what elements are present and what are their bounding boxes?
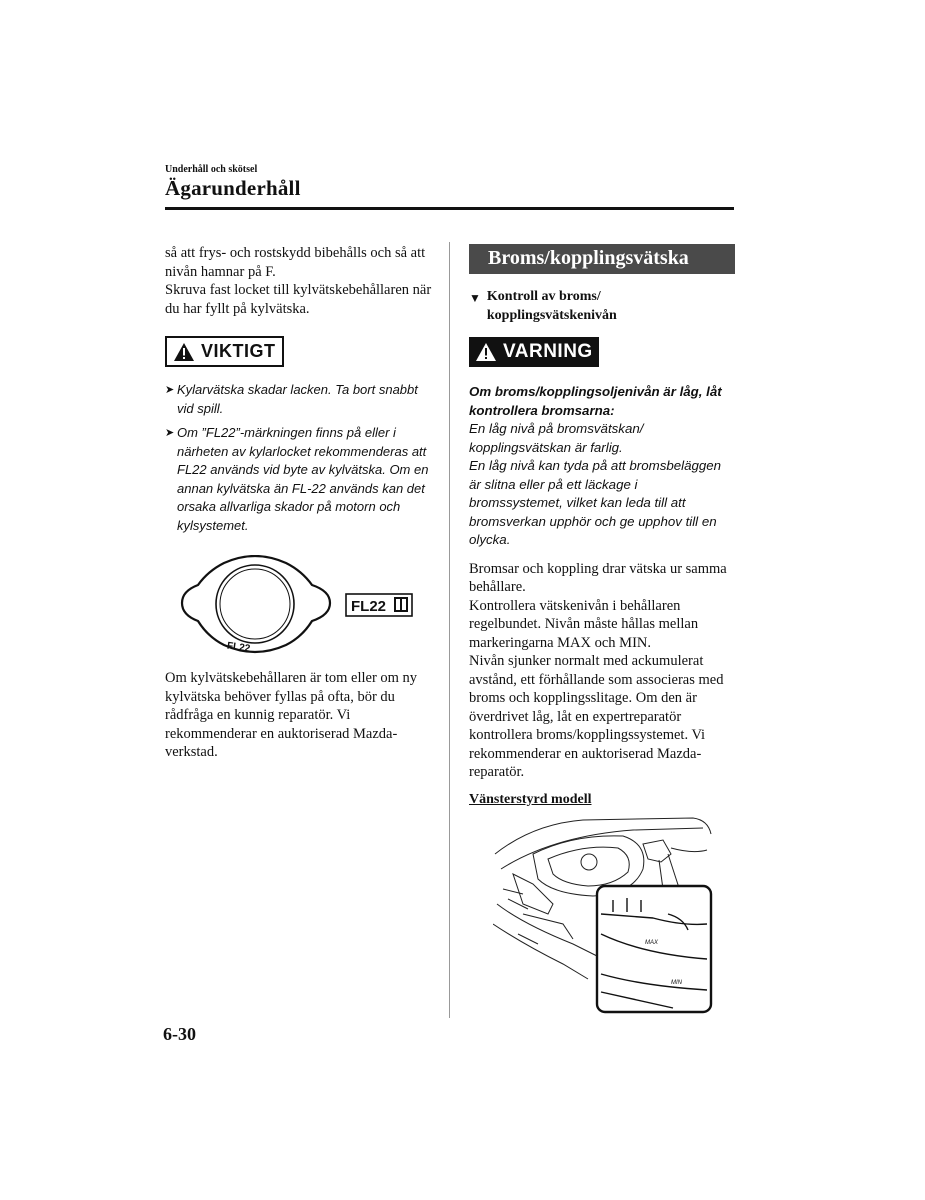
left-column	[165, 244, 433, 762]
right-column	[469, 244, 735, 1014]
list-item	[165, 424, 433, 535]
warning-line: En låg nivå på bromsvätskan/ kopplingsvätskan är farlig.	[469, 421, 644, 455]
warning-badge	[469, 337, 599, 367]
radiator-cap-figure	[165, 555, 433, 665]
important-badge	[165, 336, 284, 367]
manual-book-icon	[394, 597, 408, 612]
max-mark-text: MAX	[645, 939, 659, 946]
list-item	[165, 381, 433, 418]
right-body-text	[469, 560, 735, 782]
section-label: Underhåll och skötsel	[165, 164, 258, 175]
list-item-text: Kylarvätska skadar lacken. Ta bort snabbt vid spill.	[177, 382, 418, 416]
important-list	[165, 381, 433, 535]
intro-text	[165, 244, 433, 318]
subheading	[469, 288, 735, 325]
model-label: Vänsterstyrd modell	[469, 791, 592, 807]
intro-paragraph: så att frys- och rostskydd bibehålls och så att nivån hamnar på F.	[165, 245, 426, 280]
body-paragraph: Bromsar och koppling drar vätska ur samma behållare.	[469, 560, 727, 595]
radiator-cap-illustration	[165, 555, 433, 665]
min-mark-text: MIN	[671, 979, 682, 986]
warning-text	[469, 383, 735, 550]
engine-bay-illustration	[493, 814, 733, 1014]
important-label: VIKTIGT	[201, 341, 276, 361]
page-title: Ägarunderhåll	[165, 176, 301, 200]
arrow-bullet-icon: ➤	[165, 384, 175, 396]
warning-line: En låg nivå kan tyda på att bromsbeläggen är slitna eller på ett läckage i bromssystemet, vilket kan leda till att bromsverkan upphör och ge upphov till en olycka.	[469, 458, 722, 547]
warning-triangle-icon	[173, 342, 195, 362]
warning-triangle-icon	[475, 342, 497, 362]
body-paragraph: Nivån sjunker normalt med ackumulerat avstånd, ett förhållande som associeras med broms och kopplingsslitage. Om den är överdrivet låg, låt en expertreparatör kontrollera broms/kopplingssystemet. Vi rekommenderar en auktoriserad Mazda-reparatör.	[469, 653, 724, 780]
header-rule	[165, 207, 734, 210]
subheading-text: Kontroll av broms/ kopplingsvätskenivån	[486, 289, 617, 323]
section-banner: Broms/kopplingsvätska	[469, 244, 735, 274]
column-divider	[449, 242, 450, 1018]
arrow-bullet-icon: ➤	[165, 427, 175, 439]
outro-text: Om kylvätskebehållaren är tom eller om ny kylvätska behöver fyllas på ofta, bör du rådfråga en kunnig reparatör. Vi rekommenderar en auktoriserad Mazda-verkstad.	[165, 670, 418, 760]
list-item-text: Om ”FL22”-märkningen finns på eller i närheten av kylarlocket rekommenderas att FL22 används vid byte av kylvätska. Om en annan kylvätska än FL-22 används kan det orsaka allvarliga skador på motorn och kylsystemet.	[177, 425, 429, 533]
triangle-down-icon: ▼	[469, 291, 481, 305]
engine-bay-figure	[493, 814, 733, 1014]
warning-lead: Om broms/kopplingsoljenivån är låg, låt kontrollera bromsarna:	[469, 384, 722, 418]
intro-paragraph: Skruva fast locket till kylvätskebehållaren när du har fyllt på kylvätska.	[165, 282, 432, 317]
fl22-badge-text: FL22	[351, 598, 387, 615]
warning-label: VARNING	[503, 341, 593, 362]
page-number: 6-30	[163, 1024, 196, 1044]
body-paragraph: Kontrollera vätskenivån i behållaren regelbundet. Nivån måste hållas mellan markeringarna MAX och MIN.	[469, 597, 699, 651]
cap-marking-text: FL22	[226, 640, 251, 655]
